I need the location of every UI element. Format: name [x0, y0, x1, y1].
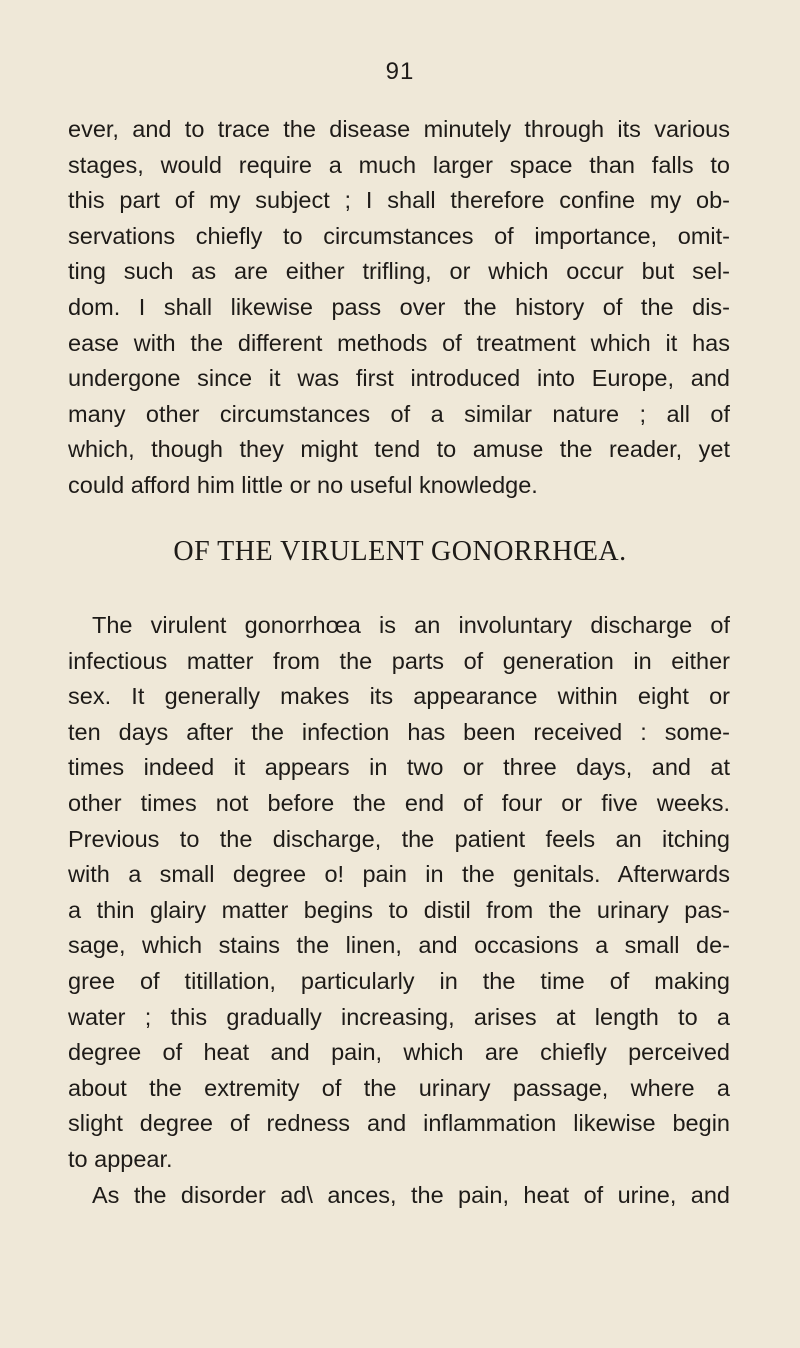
paragraph-definition [68, 608, 730, 1213]
text-line: this part of my subject ; I shall therefore confine my ob- [68, 187, 730, 214]
text-line: stages, would require a much larger space than falls to [68, 151, 730, 178]
text-line: about the extremity of the urinary passage, where a [68, 1074, 730, 1101]
text-line: infectious matter from the parts of generation in either [68, 647, 730, 674]
text-line: could afford him little or no useful knowledge. [68, 471, 538, 498]
text-line: a thin glairy matter begins to distil from the urinary pas- [68, 896, 730, 923]
text-line: times indeed it appears in two or three days, and at [68, 754, 730, 781]
text-line: to appear. [68, 1145, 173, 1172]
text-line: sex. It generally makes its appearance within eight or [68, 683, 730, 710]
text-line: undergone since it was first introduced into Europe, and [68, 365, 730, 392]
text-line: ten days after the infection has been received : some- [68, 718, 730, 745]
text-line: which, though they might tend to amuse the reader, yet [68, 436, 730, 463]
section-heading: OF THE VIRULENT GONORRHŒA. [173, 536, 627, 567]
text-line: with a small degree o! pain in the genitals. Afterwards [68, 861, 730, 888]
text-line: water ; this gradually increasing, arises at length to a [68, 1003, 730, 1030]
page-number: 91 [385, 58, 415, 85]
text-line: many other circumstances of a similar nature ; all of [68, 400, 730, 427]
text-line: gree of titillation, particularly in the time of making [68, 967, 730, 994]
text-line: As the disorder ad\ ances, the pain, heat of urine, and [92, 1181, 730, 1208]
text-line: slight degree of redness and inflammation likewise begin [68, 1110, 730, 1137]
text-line: ting such as are either trifling, or which occur but sel- [68, 258, 730, 285]
text-line: sage, which stains the linen, and occasions a small de- [68, 932, 730, 959]
text-line: The virulent gonorrhœa is an involuntary discharge of [92, 612, 730, 638]
text-line: Previous to the discharge, the patient feels an itching [68, 825, 730, 852]
text-line: ever, and to trace the disease minutely through its various [68, 116, 730, 142]
paragraph-introduction [68, 112, 730, 504]
text-line: ease with the different methods of treatment which it has [68, 329, 730, 356]
text-line: degree of heat and pain, which are chiefly perceived [68, 1039, 730, 1066]
text-line: dom. I shall likewise pass over the history of the dis- [68, 293, 730, 320]
text-line: other times not before the end of four or five weeks. [68, 789, 730, 816]
text-line: servations chiefly to circumstances of importance, omit- [68, 222, 730, 249]
